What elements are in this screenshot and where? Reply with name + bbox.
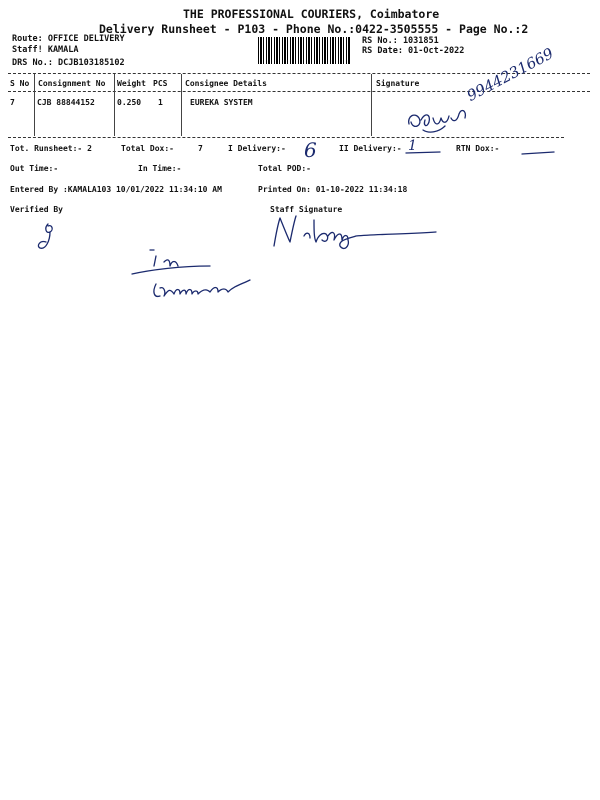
col-divider xyxy=(371,74,372,136)
cell-consignee: EUREKA SYSTEM xyxy=(190,98,253,107)
col-divider xyxy=(181,74,182,136)
col-header-consignee: Consignee Details xyxy=(185,79,267,88)
col-header-sno: S No xyxy=(10,79,30,88)
printed-on: Printed On: 01-10-2022 11:34:18 xyxy=(258,185,408,194)
staff-signature-label: Staff Signature xyxy=(270,205,343,214)
total-dox-value: 7 xyxy=(198,144,203,153)
entered-by: Entered By :KAMALA103 10/01/2022 11:34:10 AM xyxy=(10,185,222,194)
ii-delivery-underline xyxy=(404,150,444,156)
col-header-weight: Weight xyxy=(117,79,146,88)
rtn-dox-dash xyxy=(520,150,556,156)
col-header-consignment: Consignment No xyxy=(38,79,106,88)
company-title: THE PROFESSIONAL COURIERS, Coimbatore xyxy=(183,7,440,21)
rs-number: RS No.: 1031851 xyxy=(362,36,439,46)
barcode xyxy=(258,37,351,64)
staff-signature xyxy=(270,212,440,252)
cell-consignment: CJB 88844152 xyxy=(37,98,95,107)
verified-by-initials xyxy=(34,220,64,254)
total-pod-label: Total POD:- xyxy=(258,164,311,173)
cell-sno: 7 xyxy=(10,98,15,107)
total-dox-label: Total Dox:- xyxy=(121,144,174,153)
col-header-signature: Signature xyxy=(376,79,420,88)
handwritten-i-delivery: 6 xyxy=(304,138,317,162)
handwritten-phone: 9944231669 xyxy=(463,44,557,105)
i-delivery-label: I Delivery:- xyxy=(228,144,286,153)
ii-delivery-label: II Delivery:- xyxy=(339,144,402,153)
rs-date: RS Date: 01-Oct-2022 xyxy=(362,46,465,56)
route-label: Route: OFFICE DELIVERY xyxy=(12,34,125,44)
cell-weight: 0.250 xyxy=(117,98,142,107)
col-header-pcs: PCS xyxy=(153,79,168,88)
handwritten-ii-delivery: 1 xyxy=(408,138,417,154)
staff-label: Staff! KAMALA xyxy=(12,45,79,55)
rtn-dox-label: RTN Dox:- xyxy=(456,144,500,153)
handwritten-note xyxy=(130,244,290,304)
drs-number: DRS No.: DCJB103185102 xyxy=(12,58,125,68)
table-header-rule xyxy=(8,91,590,92)
out-time-label: Out Time:- xyxy=(10,164,59,173)
verified-by-label: Verified By xyxy=(10,205,63,214)
col-divider xyxy=(34,74,35,136)
total-runsheet: Tot. Runsheet:- 2 xyxy=(10,144,92,153)
in-time-label: In Time:- xyxy=(138,164,182,173)
consignee-signature xyxy=(405,100,485,140)
col-divider xyxy=(114,74,115,136)
runsheet-subtitle: Delivery Runsheet - P103 - Phone No.:0422-3505555 - Page No.:2 xyxy=(99,22,529,36)
cell-pcs: 1 xyxy=(158,98,163,107)
